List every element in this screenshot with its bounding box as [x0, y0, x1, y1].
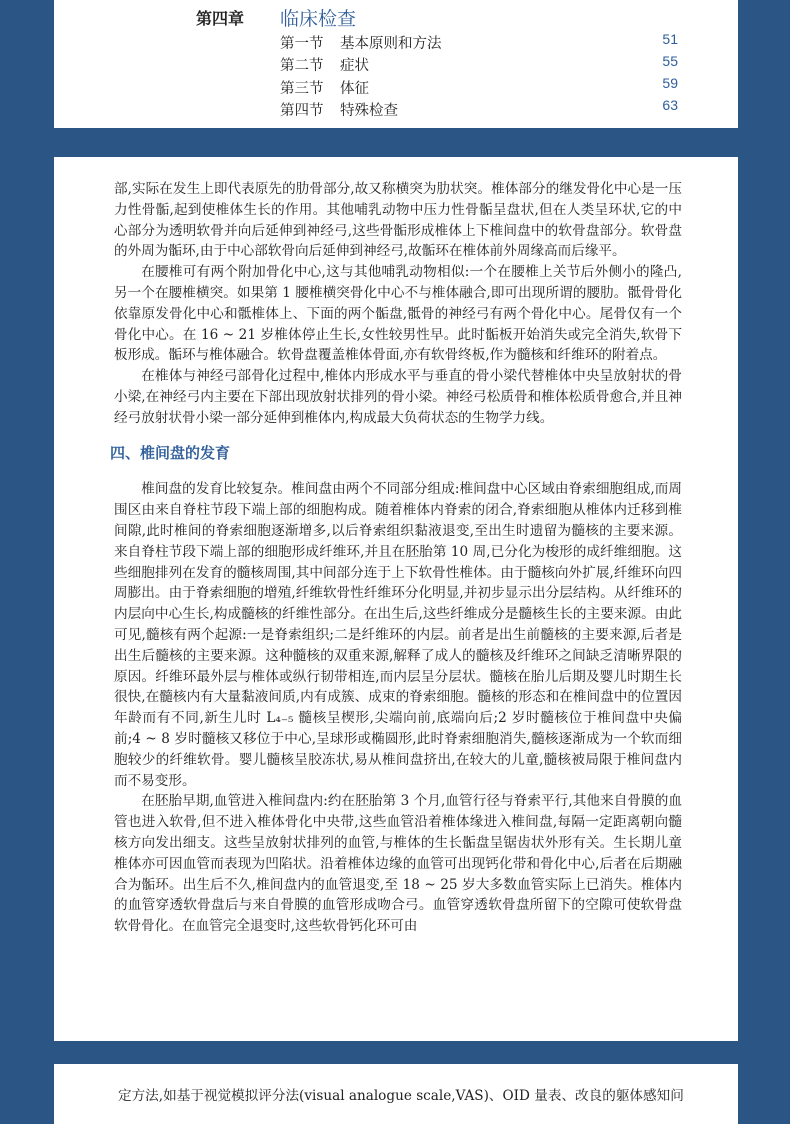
toc-entry[interactable]	[280, 77, 680, 99]
chapter-number: 第四章	[196, 9, 245, 28]
section-number: 第四节	[280, 103, 324, 119]
section-title: 特殊检查	[340, 103, 398, 119]
toc-entry[interactable]	[280, 32, 680, 54]
toc-page-number: 63	[662, 97, 678, 113]
section-number: 第一节	[280, 36, 324, 52]
chapter-title[interactable]: 临床检查	[280, 8, 357, 30]
toc-page-number: 55	[662, 53, 678, 69]
next-page-preview	[54, 1064, 738, 1124]
toc-entry[interactable]	[280, 99, 680, 121]
toc-entry[interactable]	[280, 54, 680, 76]
preview-text: 定方法,如基于视觉模拟评分法(visual analogue scale,VAS)、OID 量表、改良的躯体感知问	[118, 1088, 684, 1104]
article-body	[110, 179, 682, 937]
paragraph: 在椎体与神经弓部骨化过程中,椎体内形成水平与垂直的骨小梁代替椎体中央呈放射状的骨小梁,在神经弓内主要在下部出现放射状排列的骨小梁。神经弓松质骨和椎体松质骨愈合,并且神经弓放射状骨小梁一部分延伸到椎体内,构成最大负荷状态的生物学力线。	[114, 368, 682, 426]
section-number: 第三节	[280, 81, 324, 97]
table-of-contents-card	[54, 0, 738, 128]
toc-page-number: 59	[662, 75, 678, 91]
section-heading: 四、椎间盘的发育	[110, 443, 231, 462]
toc-page-number: 51	[662, 31, 678, 47]
paragraph: 在腰椎可有两个附加骨化中心,这与其他哺乳动物相似:一个在腰椎上关节后外侧小的隆凸,另一个在腰椎横突。如果第 1 腰椎横突骨化中心不与椎体融合,即可出现所谓的腰肋。骶骨骨化依靠原发骨化中心和骶椎体上、下面的两个骺盘,骶骨的神经弓有两个骨化中心。尾骨仅有一个骨化中心。在 16 ~ 21 岁椎体停止生长,女性较男性早。此时骺板开始消失或完全消失,软骨下板形成。骺环与椎体融合。软骨盘覆盖椎体骨面,亦有软骨终板,作为髓核和纤维环的附着点。	[114, 264, 682, 364]
section-title: 症状	[340, 58, 369, 74]
section-title: 基本原则和方法	[340, 36, 442, 52]
article-page	[54, 157, 738, 1041]
paragraph: 在胚胎早期,血管进入椎间盘内:约在胚胎第 3 个月,血管行径与脊索平行,其他来自骨膜的血管也进入软骨,但不进入椎体骨化中央带,这些血管沿着椎体缘进入椎间盘,每隔一定距离朝向髓核方向发出细支。这些呈放射状排列的血管,与椎体的生长骺盘呈锯齿状外形有关。生长期儿童椎体亦可因血管而表现为凹陷状。沿着椎体边缘的血管可出现钙化带和骨化中心,后者在后期融合为骺环。出生后不久,椎间盘内的血管退变,至 18 ~ 25 岁大多数血管实际上已消失。椎体内的血管穿透软骨盘后与来自骨膜的血管形成吻合弓。血管穿透软骨盘所留下的空隙可使软骨盘软骨骨化。在血管完全退变时,这些软骨钙化环可由	[114, 793, 682, 935]
section-number: 第二节	[280, 58, 324, 74]
paragraph: 部,实际在发生上即代表原先的肋骨部分,故又称横突为肋状突。椎体部分的继发骨化中心是一压力性骨骺,起到使椎体生长的作用。其他哺乳动物中压力性骨骺呈盘状,但在人类呈环状,它的中心部分为透明软骨并向后延伸到神经弓,这些骨骺形成椎体上下椎间盘中的软骨盘部分。软骨盘的外周为骺环,由于中心部软骨向后延伸到神经弓,故骺环在椎体前外周缘高而后缘平。	[114, 181, 682, 260]
section-title: 体征	[340, 81, 369, 97]
paragraph: 椎间盘的发育比较复杂。椎间盘由两个不同部分组成:椎间盘中心区域由脊索细胞组成,而周围区由来自脊柱节段下端上部的细胞构成。随着椎体内脊索的闭合,脊索细胞从椎体内迁移到椎间隙,此时椎间的脊索细胞逐渐增多,以后脊索组织黏液退变,至出生时遗留为髓核的主要来源。来自脊柱节段下端上部的细胞形成纤维环,并且在胚胎第 10 周,已分化为梭形的成纤维细胞。这些细胞排列在发育的髓核周围,其中间部分连于上下软骨性椎体。由于髓核向外扩展,纤维环向四周膨出。由于脊索细胞的增殖,纤维软骨性纤维环分化明显,并初步显示出分层结构。从纤维环的内层向中心生长,构成髓核的纤维性部分。在出生后,这些纤维成分是髓核生长的主要来源。由此可见,髓核有两个起源:一是脊索组织;二是纤维环的内层。前者是出生前髓核的主要来源,后者是出生后髓核的主要来源。这种髓核的双重来源,解释了成人的髓核及纤维环之间缺乏清晰界限的原因。纤维环最外层与椎体或纵行韧带相连,而内层呈分层状。髓核在胎儿后期及婴儿时期生长很快,在髓核内有大量黏液间质,内有成簇、成束的脊索细胞。髓核的形态和在椎间盘中的位置因年龄而有不同,新生儿时 L₄₋₅ 髓核呈楔形,尖端向前,底端向后;2 岁时髓核位于椎间盘中央偏前;4 ~ 8 岁时髓核又移位于中心,呈球形或椭圆形,此时脊索细胞消失,髓核逐渐成为一个软而细胞较少的纤维软骨。婴儿髓核呈胶冻状,易从椎间盘挤出,在较大的儿童,髓核被局限于椎间盘内而不易变形。	[114, 481, 682, 789]
